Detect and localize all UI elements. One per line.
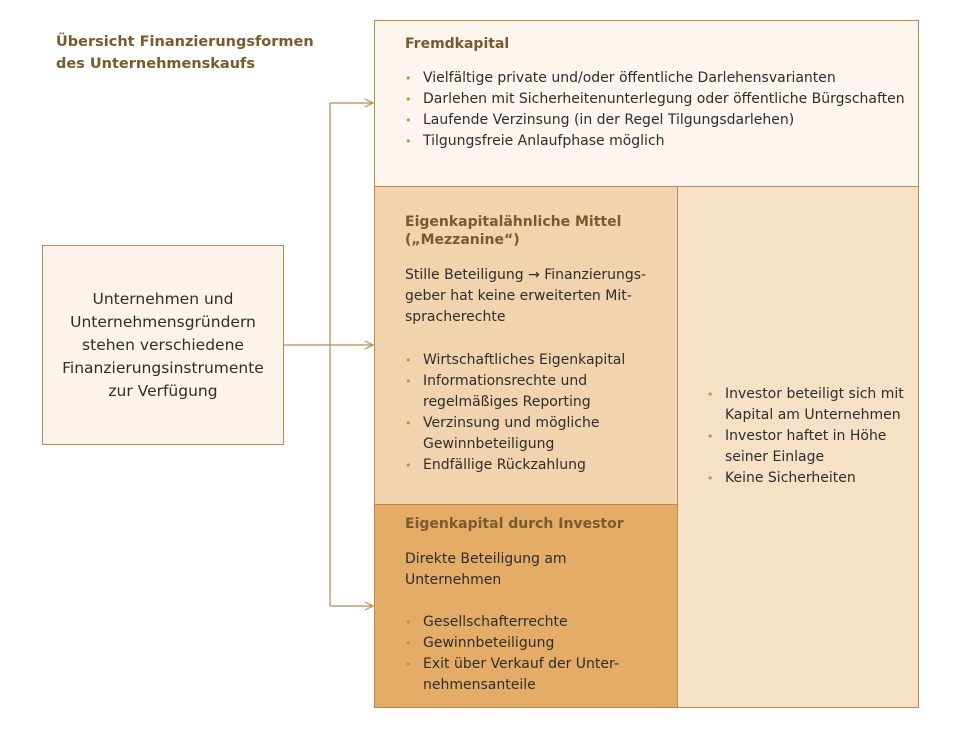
- list-item-text: Investor beteiligt sich mit Kapital am Unternehmen: [725, 386, 904, 423]
- mezzanine-list: [405, 350, 667, 476]
- list-item-text: Gesellschafterrechte: [423, 614, 568, 630]
- investor-side-box: [677, 186, 919, 708]
- fremdkapital-list: [405, 68, 908, 152]
- bullet-icon: •: [405, 93, 412, 106]
- bullet-icon: •: [405, 72, 412, 85]
- eigenkapital-title: Eigenkapital durch Investor: [405, 516, 624, 532]
- list-item: [707, 426, 908, 468]
- list-item-text: Laufende Verzinsung (in der Regel Tilgungsdarlehen): [423, 112, 795, 128]
- bullet-icon: •: [405, 114, 412, 127]
- list-item: [405, 131, 908, 152]
- mezzanine-box: [374, 186, 678, 505]
- list-item-text: Endfällige Rückzahlung: [423, 457, 586, 473]
- investor-side-list: [707, 384, 908, 489]
- bullet-icon: •: [707, 472, 714, 485]
- list-item: [405, 654, 667, 696]
- list-item-text: Informationsrechte und regelmäßiges Reporting: [423, 373, 591, 410]
- diagram-title-line1: Übersicht Finanzierungsformen: [56, 34, 314, 50]
- list-item-text: Wirtschaftliches Eigenkapital: [423, 352, 626, 368]
- list-item: [405, 413, 667, 455]
- bullet-icon: •: [707, 430, 714, 443]
- mezzanine-title: Eigenkapitalähnliche Mittel („Mezzanine“): [405, 214, 622, 248]
- list-item: [405, 68, 908, 89]
- source-text: Unternehmen und Unternehmensgründern stehen verschiedene Finanzierungsinstrumente zur Verfügung: [62, 289, 264, 400]
- bullet-icon: •: [405, 459, 412, 472]
- mezzanine-intro: Stille Beteiligung → Finanzierungs-geber hat keine erweiterten Mit-spracherechte: [405, 267, 647, 325]
- list-item: [405, 350, 667, 371]
- list-item: [707, 468, 908, 489]
- bullet-icon: •: [405, 616, 412, 629]
- bullet-icon: •: [405, 354, 412, 367]
- list-item: [405, 455, 667, 476]
- bullet-icon: •: [405, 135, 412, 148]
- list-item: [405, 633, 667, 654]
- list-item-text: Tilgungsfreie Anlaufphase möglich: [423, 133, 665, 149]
- source-box: [42, 245, 284, 445]
- bullet-icon: •: [405, 375, 412, 388]
- list-item-text: Darlehen mit Sicherheitenunterlegung oder öffentliche Bürgschaften: [423, 91, 905, 107]
- diagram-title-line2: des Unternehmenskaufs: [56, 56, 255, 72]
- bullet-icon: •: [405, 658, 412, 671]
- list-item-text: Vielfältige private und/oder öffentliche Darlehensvarianten: [423, 70, 836, 86]
- list-item: [405, 110, 908, 131]
- list-item: [707, 384, 908, 426]
- list-item-text: Keine Sicherheiten: [725, 470, 856, 486]
- list-item-text: Gewinnbeteiligung: [423, 635, 555, 651]
- list-item-text: Investor haftet in Höhe seiner Einlage: [725, 428, 887, 465]
- list-item: [405, 89, 908, 110]
- fremdkapital-title: Fremdkapital: [405, 36, 510, 52]
- list-item: [405, 371, 667, 413]
- eigenkapital-list: [405, 612, 667, 696]
- list-item-text: Verzinsung und mögliche Gewinnbeteiligung: [423, 415, 600, 452]
- list-item: [405, 612, 667, 633]
- bullet-icon: •: [707, 388, 714, 401]
- bullet-icon: •: [405, 417, 412, 430]
- bullet-icon: •: [405, 637, 412, 650]
- eigenkapital-box: [374, 504, 678, 708]
- eigenkapital-intro: Direkte Beteiligung am Unternehmen: [405, 551, 567, 588]
- list-item-text: Exit über Verkauf der Unter-nehmensanteile: [423, 656, 619, 693]
- fremdkapital-box: [374, 20, 919, 187]
